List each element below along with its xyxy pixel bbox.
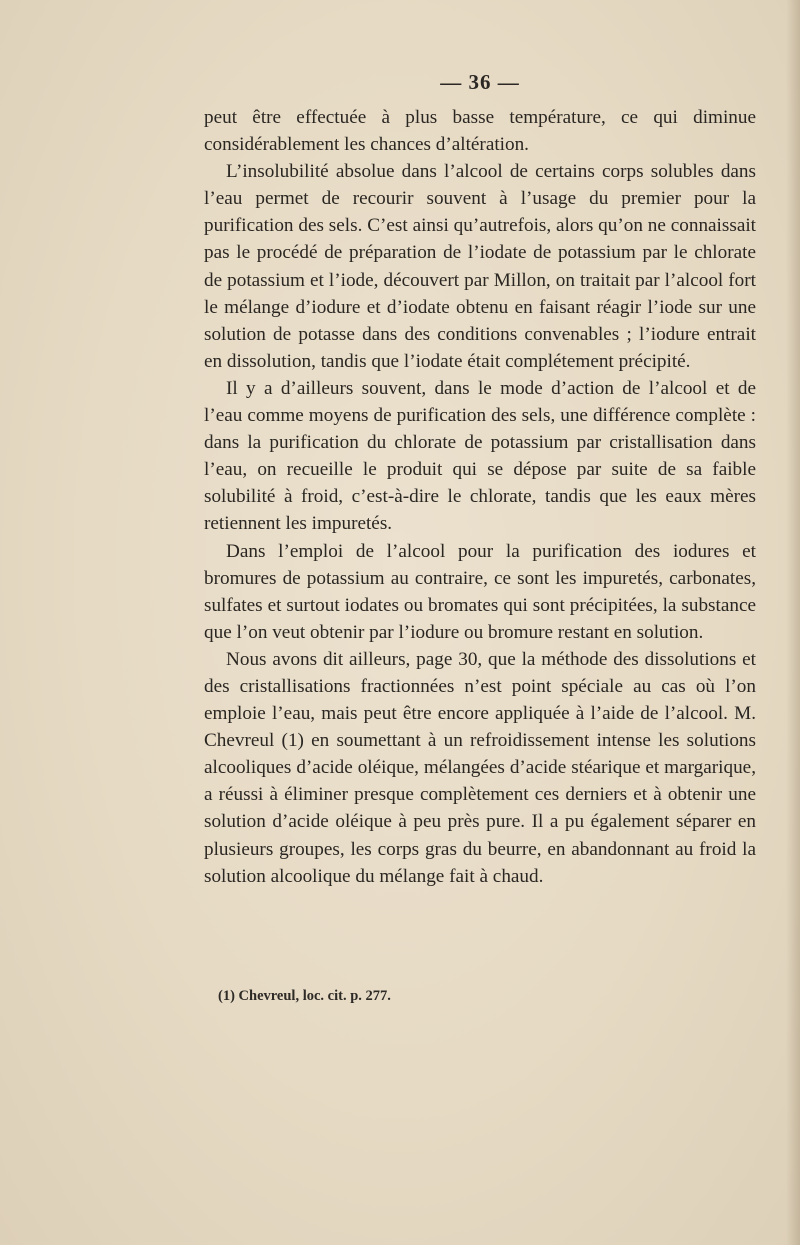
footnote: (1) Chevreul, loc. cit. p. 277. xyxy=(218,988,391,1004)
paragraph-3: Il y a d’ailleurs souvent, dans le mode d’action de l’alcool et de l’eau comme moyens de purification des sels, une différence complète : dans la purification du chlorate de potassium par cristallisation dans l’eau, on recueille le produit qui se dépose par suite de sa faible solubilité à froid, c’est-à-dire le chlorate, tandis que les eaux mères retiennent les impuretés. xyxy=(204,377,756,535)
page-number: — 36 — xyxy=(440,70,520,94)
paragraph-5: Nous avons dit ailleurs, page 30, que la méthode des dissolutions et des cristallisations fractionnées n’est point spéciale au cas où l’on emploie l’eau, mais peut être encore appliquée à l’aide de l’alcool. M. Chevreul (1) en soumettant à un refroidissement intense les solutions alcooliques d’acide oléique, mélangées d’acide stéarique et margarique, a réussi à éliminer presque complètement ces derniers et à obtenir une solution d’acide oléique à peu près pure. Il a pu également séparer en plusieurs groupes, les corps gras du beurre, en abandonnant au froid la solution alcoolique du mélange fait à chaud. xyxy=(204,648,756,887)
body-text xyxy=(204,104,756,890)
paragraph-2: L’insolubilité absolue dans l’alcool de certains corps solubles dans l’eau permet de recourir souvent à l’usage du premier pour la purification des sels. C’est ainsi qu’autrefois, alors qu’on ne connaissait pas le procédé de préparation de l’iodate de potassium par le chlorate de potassium et l’iode, découvert par Millon, on traitait par l’alcool fort le mélange d’iodure et d’iodate obtenu en faisant réagir l’iode sur une solution de potasse dans des conditions convenables ; l’iodure entrait en dissolution, tandis que l’iodate était complétement précipité. xyxy=(204,161,756,372)
paragraph-1: peut être effectuée à plus basse température, ce qui diminue considérablement les chances d’altération. xyxy=(204,107,756,156)
paragraph-4: Dans l’emploi de l’alcool pour la purification des iodures et bromures de potassium au contraire, ce sont les impuretés, carbonates, sulfates et surtout iodates ou bromates qui sont précipitées, la substance que l’on veut obtenir par l’iodure ou bromure restant en solution. xyxy=(204,540,756,643)
page-edge-shadow xyxy=(786,0,800,1245)
